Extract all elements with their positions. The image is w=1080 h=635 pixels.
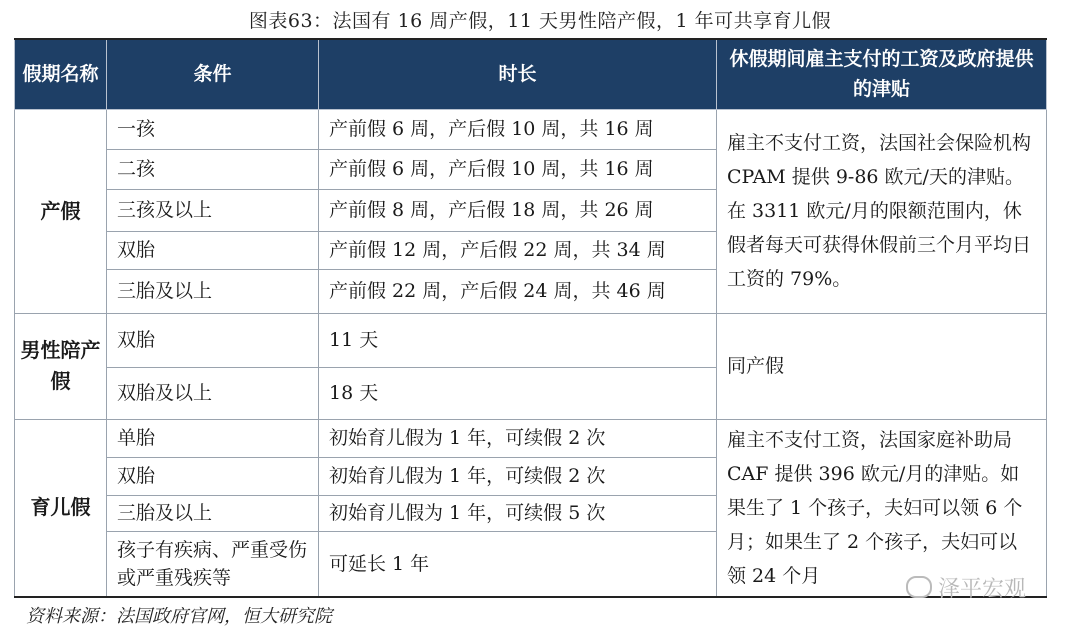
duration-cell: 初始育儿假为 1 年，可续假 5 次 (319, 495, 717, 531)
duration-cell: 初始育儿假为 1 年，可续假 2 次 (319, 419, 717, 457)
table-row (15, 109, 1047, 149)
leave-policy-table (14, 38, 1047, 598)
table-header-row (15, 39, 1047, 109)
condition-cell: 三胎及以上 (107, 495, 319, 531)
watermark-text: 泽平宏观 (938, 577, 1027, 602)
header-pay: 休假期间雇主支付的工资及政府提供的津贴 (717, 39, 1047, 109)
condition-cell: 双胎及以上 (107, 367, 319, 419)
duration-cell: 可延长 1 年 (319, 531, 717, 597)
category-parental: 育儿假 (15, 419, 107, 597)
duration-cell: 产前假 8 周，产后假 18 周，共 26 周 (319, 189, 717, 231)
category-maternity: 产假 (15, 109, 107, 313)
condition-cell: 一孩 (107, 109, 319, 149)
header-leave-name: 假期名称 (15, 39, 107, 109)
pay-parental: 雇主不支付工资，法国家庭补助局 CAF 提供 396 欧元/月的津贴。如果生了 1 个孩子，夫妇可以领 6 个月；如果生了 2 个孩子，夫妇可以领 24 个月 (717, 419, 1047, 597)
wechat-icon (906, 576, 932, 598)
condition-cell: 二孩 (107, 149, 319, 189)
duration-cell: 产前假 6 周，产后假 10 周，共 16 周 (319, 109, 717, 149)
table-row (15, 419, 1047, 457)
header-duration: 时长 (319, 39, 717, 109)
figure-title: 图表63：法国有 16 周产假，11 天男性陪产假，1 年可共享育儿假 (248, 10, 832, 32)
duration-cell: 初始育儿假为 1 年，可续假 2 次 (319, 457, 717, 495)
condition-cell: 双胎 (107, 313, 319, 367)
duration-cell: 18 天 (319, 367, 717, 419)
category-paternity: 男性陪产假 (15, 313, 107, 419)
pay-paternity: 同产假 (717, 313, 1047, 419)
source-note: 资料来源：法国政府官网，恒大研究院 (26, 606, 332, 627)
duration-cell: 产前假 6 周，产后假 10 周，共 16 周 (319, 149, 717, 189)
condition-cell: 双胎 (107, 457, 319, 495)
table-row (15, 313, 1047, 367)
header-condition: 条件 (107, 39, 319, 109)
duration-cell: 产前假 22 周，产后假 24 周，共 46 周 (319, 269, 717, 313)
watermark (906, 572, 1026, 603)
pay-maternity: 雇主不支付工资，法国社会保险机构 CPAM 提供 9-86 欧元/天的津贴。在 3311 欧元/月的限额范围内，休假者每天可获得休假前三个月平均日工资的 79%。 (717, 109, 1047, 313)
condition-cell: 双胎 (107, 231, 319, 269)
duration-cell: 产前假 12 周，产后假 22 周，共 34 周 (319, 231, 717, 269)
condition-cell: 孩子有疾病、严重受伤或严重残疾等 (107, 531, 319, 597)
condition-cell: 单胎 (107, 419, 319, 457)
condition-cell: 三孩及以上 (107, 189, 319, 231)
condition-cell: 三胎及以上 (107, 269, 319, 313)
duration-cell: 11 天 (319, 313, 717, 367)
